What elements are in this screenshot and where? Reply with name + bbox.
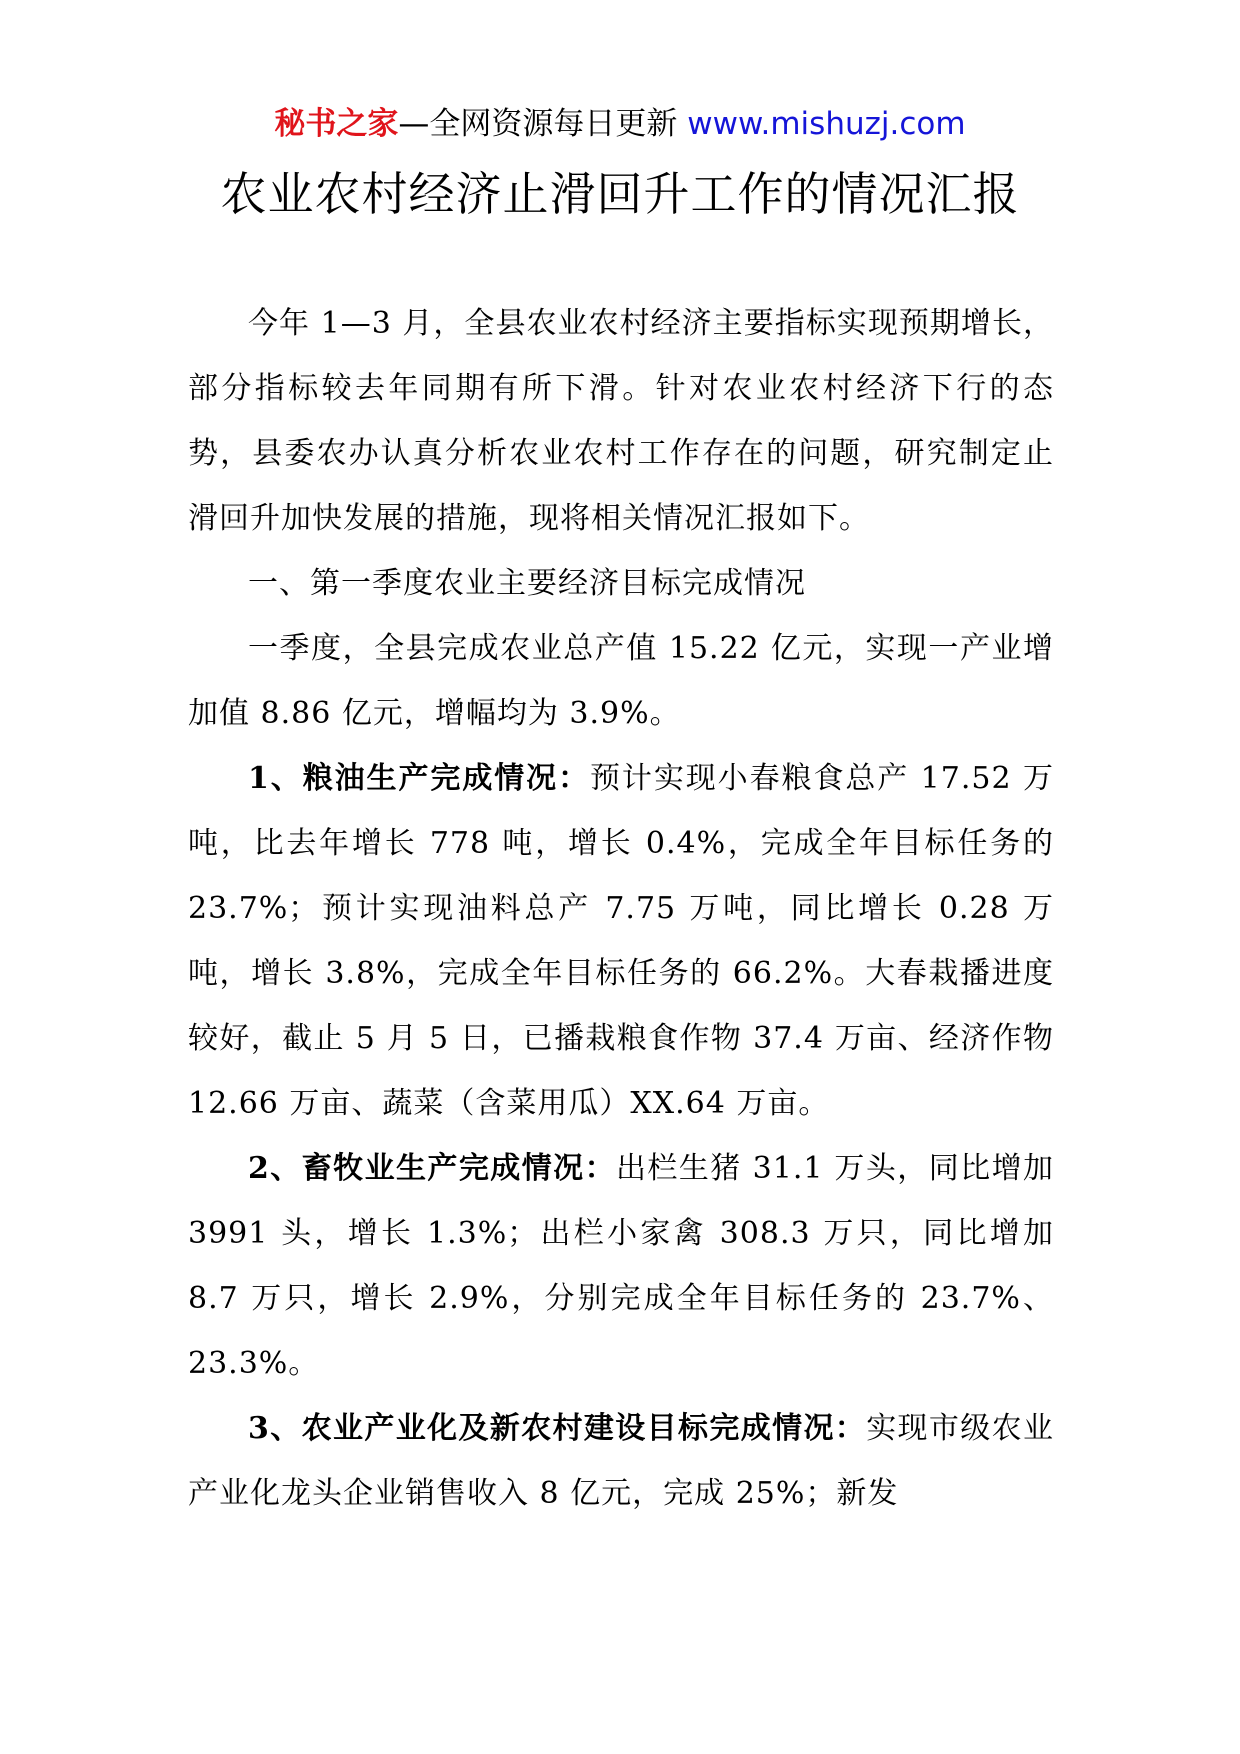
section-1-heading: 一、第一季度农业主要经济目标完成情况 bbox=[248, 566, 806, 601]
header-tagline: —全网资源每日更新 bbox=[398, 106, 678, 142]
item-grain-oil-text: 预计实现小春粮食总产 17.52 万吨，比去年增长 778 吨，增长 0.4%，完成全年目标任务的 23.7%；预计实现油料总产 7.75 万吨，同比增长 0.28 万吨，增长 3.8%，完成全年目标任务的 66.2%。大春栽播进度较好，截止 5 月 5 日，已播栽粮食作物 37.4 万亩、经济作物 12.66 万亩、蔬菜（含菜用瓜）XX.64 万亩。 bbox=[188, 761, 1054, 1121]
site-header bbox=[0, 104, 1240, 144]
item-industrialization-lead: 3、农业产业化及新农村建设目标完成情况： bbox=[248, 1411, 867, 1446]
header-brand: 秘书之家 bbox=[274, 106, 399, 142]
item-industrialization bbox=[188, 1396, 1054, 1526]
item-grain-oil bbox=[188, 746, 1054, 1136]
intro-paragraph: 今年 1—3 月，全县农业农村经济主要指标实现预期增长，部分指标较去年同期有所下滑。针对农业农村经济下行的态势，县委农办认真分析农业农村工作存在的问题，研究制定止滑回升加快发展的措施，现将相关情况汇报如下。 bbox=[188, 306, 1054, 536]
document-title: 农业农村经济止滑回升工作的情况汇报 bbox=[220, 167, 1020, 221]
item-livestock-text: 出栏生猪 31.1 万头，同比增加 3991 头，增长 1.3%；出栏小家禽 308.3 万只，同比增加 8.7 万只，增长 2.9%，分别完成全年目标任务的 23.7%、23.3%。 bbox=[188, 1151, 1054, 1381]
item-livestock bbox=[188, 1136, 1054, 1396]
item-grain-oil-lead: 1、粮油生产完成情况： bbox=[248, 761, 590, 796]
header-url-link[interactable]: www.mishuzj.com bbox=[687, 106, 966, 142]
document-body bbox=[188, 291, 1054, 1526]
item-livestock-lead: 2、畜牧业生产完成情况： bbox=[248, 1151, 616, 1186]
section-1-summary: 一季度，全县完成农业总产值 15.22 亿元，实现一产业增加值 8.86 亿元，增幅均为 3.9%。 bbox=[188, 631, 1054, 731]
item-industrialization-text: 实现市级农业产业化龙头企业销售收入 8 亿元，完成 25%；新发 bbox=[188, 1411, 1055, 1511]
